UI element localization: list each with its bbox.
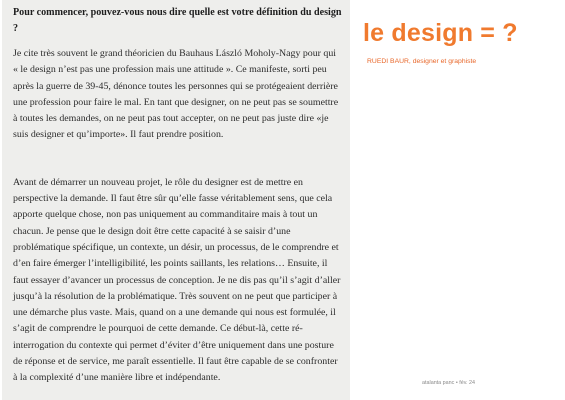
page-title: le design = ? — [363, 19, 518, 47]
answer-paragraph-2: Avant de démarrer un nouveau projet, le rôle du designer est de mettre en perspective la demande. Il faut être sûr qu’elle fasse véritablement sens, que cela apporte quelque chose, non pas uniquement au commanditaire mais à tout un chacun. Je pense que le design doit être cette capacité à se saisir d’une problématique spécifique, un contexte, un désir, un processus, de le comprendre et d’en faire émerger l’intelligibilité, les points saillants, les relations… Ensuite, il faut essayer d’avancer un processus de conception. Je ne dis pas qu’il s’agit d’aller jusqu’à la résolution de la problématique. Très souvent on ne peut que participer à une démarche plus vaste. Mais, quand on a une demande qui nous est formulée, il s’agit de comprendre le pourquoi de cette demande. Ce début-là, cette ré-interrogation du contexte qui permet d’éviter d’être uniquement dans une posture de réponse et de service, me paraît essentielle. Il faut être capable de se confronter à la complexité d’une manière libre et indépendante. — [13, 176, 341, 384]
interview-question: Pour commencer, pouvez-vous nous dire quelle est votre définition du design ? — [13, 7, 342, 34]
interview-text-panel — [2, 0, 350, 400]
footer-credit: atalanta panc • fév. 24 — [422, 380, 476, 386]
author-subtitle: RUEDI BAUR, designer et graphiste — [367, 58, 477, 65]
answer-paragraph-1: Je cite très souvent le grand théoricien du Bauhaus László Moholy-Nagy pour qui « le design n’est pas une profession mais une attitude ». Ce manifeste, sorti peu après la guerre de 39-45, dénonce toutes les personnes qui se protégeaient derrière une profession pour faire le mal. En tant que designer, on ne peut pas se soumettre à toutes les demandes, on ne peut pas tout accepter, on ne peut pas juste dire «je suis designer et qu’importe». Il faut prendre position. — [13, 48, 339, 141]
